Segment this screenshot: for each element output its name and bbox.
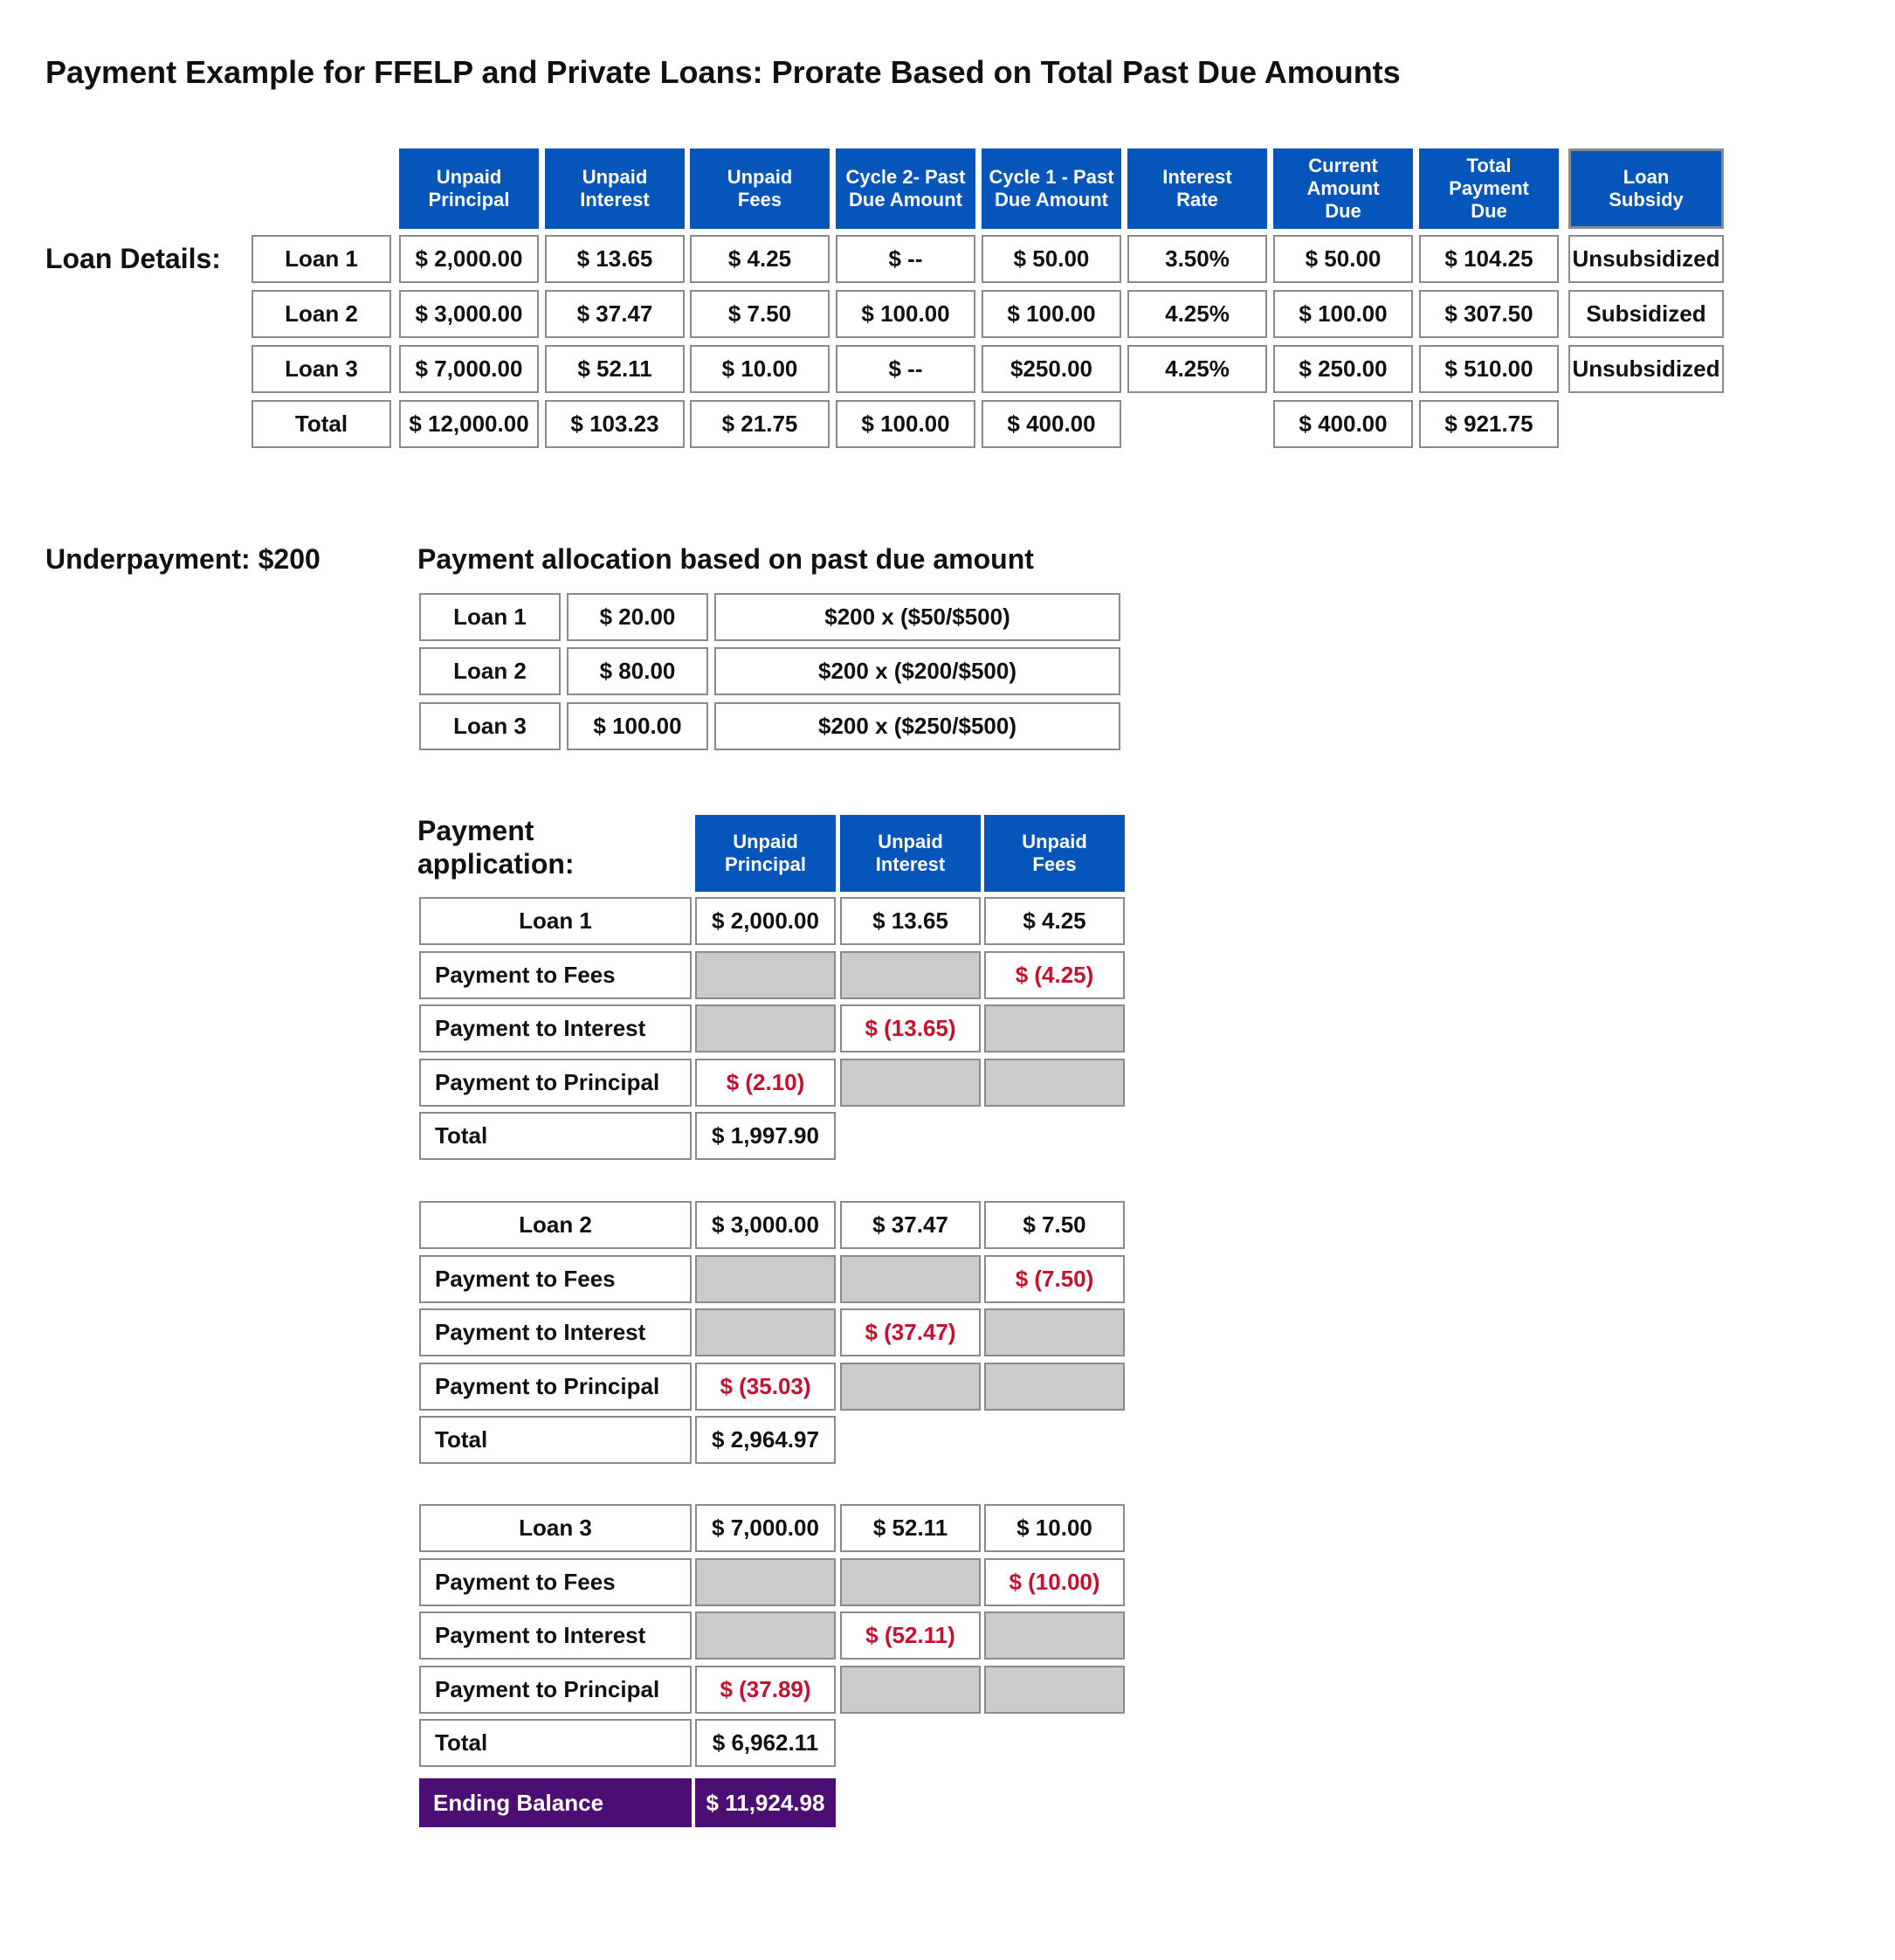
app-payment-to-interest-value: $ (52.11) — [840, 1611, 981, 1660]
app-loan-value: $ 7.50 — [984, 1201, 1125, 1249]
app-empty-cell — [695, 1004, 836, 1052]
header-unpaid-principal: Unpaid Principal — [399, 148, 539, 229]
app-payment-to-fees-value: $ (4.25) — [984, 951, 1125, 999]
header-cycle2-past-due: Cycle 2- Past Due Amount — [836, 148, 975, 229]
loan-details-cell: $ 2,000.00 — [399, 235, 539, 283]
app-loan-value: $ 37.47 — [840, 1201, 981, 1249]
app-empty-cell — [840, 1255, 981, 1303]
app-total-label: Total — [419, 1719, 692, 1767]
app-empty-cell — [695, 951, 836, 999]
app-payment-to-fees-label: Payment to Fees — [419, 951, 692, 999]
loan-details-cell: Unsubsidized — [1568, 235, 1724, 283]
application-heading-line1: Payment — [417, 815, 534, 846]
loan-details-cell: $ 21.75 — [690, 400, 830, 448]
app-payment-to-fees-label: Payment to Fees — [419, 1558, 692, 1606]
app-empty-cell — [840, 1558, 981, 1606]
loan-details-cell: $ 50.00 — [1273, 235, 1413, 283]
loan-details-cell: $ 400.00 — [982, 400, 1121, 448]
app-header-unpaid-fees: Unpaid Fees — [984, 815, 1125, 892]
app-payment-to-principal-value: $ (2.10) — [695, 1059, 836, 1107]
header-current-amount-due: Current Amount Due — [1273, 148, 1413, 229]
app-empty-cell — [695, 1255, 836, 1303]
app-loan-label: Loan 2 — [419, 1201, 692, 1249]
allocation-cell: $ 20.00 — [567, 593, 708, 641]
app-header-unpaid-interest: Unpaid Interest — [840, 815, 981, 892]
loan-details-cell: $ 3,000.00 — [399, 290, 539, 338]
loan-details-cell: $ -- — [836, 235, 975, 283]
loan-details-cell: 4.25% — [1127, 345, 1267, 393]
app-empty-cell — [840, 1363, 981, 1411]
app-loan-value: $ 3,000.00 — [695, 1201, 836, 1249]
app-total-value: $ 6,962.11 — [695, 1719, 836, 1767]
app-loan-value: $ 7,000.00 — [695, 1504, 836, 1552]
underpayment-label: Underpayment: $200 — [45, 543, 320, 575]
app-payment-to-principal-label: Payment to Principal — [419, 1666, 692, 1714]
loan-details-cell: Loan 3 — [252, 345, 391, 393]
app-payment-to-interest-label: Payment to Interest — [419, 1004, 692, 1052]
loan-details-cell: $ 52.11 — [545, 345, 685, 393]
loan-details-cell: $ 37.47 — [545, 290, 685, 338]
loan-details-cell: $ 50.00 — [982, 235, 1121, 283]
app-total-label: Total — [419, 1416, 692, 1464]
loan-details-label: Loan Details: — [45, 243, 221, 274]
loan-details-cell: $ 307.50 — [1419, 290, 1559, 338]
loan-details-cell: Total — [252, 400, 391, 448]
header-interest-rate: Interest Rate — [1127, 148, 1267, 229]
app-empty-cell — [695, 1611, 836, 1660]
loan-details-cell: $ 104.25 — [1419, 235, 1559, 283]
app-payment-to-principal-value: $ (37.89) — [695, 1666, 836, 1714]
app-header-unpaid-principal: Unpaid Principal — [695, 815, 836, 892]
app-empty-cell — [840, 1666, 981, 1714]
loan-details-cell: $ 103.23 — [545, 400, 685, 448]
app-payment-to-principal-value: $ (35.03) — [695, 1363, 836, 1411]
loan-details-cell: Loan 1 — [252, 235, 391, 283]
app-payment-to-interest-label: Payment to Interest — [419, 1611, 692, 1660]
app-total-value: $ 1,997.90 — [695, 1112, 836, 1160]
app-empty-cell — [984, 1666, 1125, 1714]
loan-details-cell: $ 12,000.00 — [399, 400, 539, 448]
app-loan-value: $ 2,000.00 — [695, 897, 836, 945]
app-empty-cell — [840, 951, 981, 999]
loan-details-cell: $ 4.25 — [690, 235, 830, 283]
loan-details-cell: $ 921.75 — [1419, 400, 1559, 448]
loan-details-cell: 3.50% — [1127, 235, 1267, 283]
header-unpaid-fees: Unpaid Fees — [690, 148, 830, 229]
allocation-heading: Payment allocation based on past due amount — [417, 543, 1034, 575]
app-payment-to-interest-value: $ (37.47) — [840, 1308, 981, 1356]
app-loan-value: $ 10.00 — [984, 1504, 1125, 1552]
app-loan-value: $ 13.65 — [840, 897, 981, 945]
app-loan-value: $ 52.11 — [840, 1504, 981, 1552]
loan-details-cell: $ 100.00 — [982, 290, 1121, 338]
app-loan-label: Loan 3 — [419, 1504, 692, 1552]
app-payment-to-fees-value: $ (10.00) — [984, 1558, 1125, 1606]
loan-details-cell: $ 7.50 — [690, 290, 830, 338]
app-payment-to-principal-label: Payment to Principal — [419, 1059, 692, 1107]
allocation-cell: $200 x ($250/$500) — [714, 702, 1120, 750]
allocation-cell: $200 x ($50/$500) — [714, 593, 1120, 641]
loan-details-cell: $ 13.65 — [545, 235, 685, 283]
page-title: Payment Example for FFELP and Private Loans: Prorate Based on Total Past Due Amounts — [45, 54, 1401, 90]
loan-details-cell: $ 100.00 — [1273, 290, 1413, 338]
loan-details-cell: $ 10.00 — [690, 345, 830, 393]
app-empty-cell — [840, 1059, 981, 1107]
loan-details-cell: 4.25% — [1127, 290, 1267, 338]
application-heading — [417, 814, 575, 880]
app-loan-label: Loan 1 — [419, 897, 692, 945]
app-payment-to-fees-value: $ (7.50) — [984, 1255, 1125, 1303]
app-payment-to-interest-value: $ (13.65) — [840, 1004, 981, 1052]
allocation-cell: Loan 2 — [419, 647, 561, 695]
header-loan-subsidy: Loan Subsidy — [1568, 148, 1724, 229]
loan-details-cell: $ 400.00 — [1273, 400, 1413, 448]
app-empty-cell — [984, 1611, 1125, 1660]
app-empty-cell — [984, 1004, 1125, 1052]
header-total-payment-due: Total Payment Due — [1419, 148, 1559, 229]
ending-balance-value: $ 11,924.98 — [695, 1778, 836, 1827]
app-empty-cell — [695, 1308, 836, 1356]
ending-balance-label: Ending Balance — [419, 1778, 692, 1827]
app-payment-to-interest-label: Payment to Interest — [419, 1308, 692, 1356]
loan-details-cell: $ 100.00 — [836, 400, 975, 448]
app-total-value: $ 2,964.97 — [695, 1416, 836, 1464]
app-payment-to-principal-label: Payment to Principal — [419, 1363, 692, 1411]
allocation-cell: Loan 1 — [419, 593, 561, 641]
loan-details-cell: $250.00 — [982, 345, 1121, 393]
loan-details-cell: $ 7,000.00 — [399, 345, 539, 393]
loan-details-cell: Loan 2 — [252, 290, 391, 338]
allocation-cell: $ 80.00 — [567, 647, 708, 695]
header-unpaid-interest: Unpaid Interest — [545, 148, 685, 229]
allocation-cell: $200 x ($200/$500) — [714, 647, 1120, 695]
application-heading-line2: application: — [417, 848, 575, 880]
header-cycle1-past-due: Cycle 1 - Past Due Amount — [982, 148, 1121, 229]
app-empty-cell — [695, 1558, 836, 1606]
app-empty-cell — [984, 1363, 1125, 1411]
loan-details-cell: $ -- — [836, 345, 975, 393]
loan-details-cell: $ 250.00 — [1273, 345, 1413, 393]
allocation-cell: $ 100.00 — [567, 702, 708, 750]
app-loan-value: $ 4.25 — [984, 897, 1125, 945]
app-payment-to-fees-label: Payment to Fees — [419, 1255, 692, 1303]
app-total-label: Total — [419, 1112, 692, 1160]
app-empty-cell — [984, 1308, 1125, 1356]
loan-details-cell: Unsubsidized — [1568, 345, 1724, 393]
loan-details-cell: Subsidized — [1568, 290, 1724, 338]
app-empty-cell — [984, 1059, 1125, 1107]
loan-details-cell: $ 510.00 — [1419, 345, 1559, 393]
allocation-cell: Loan 3 — [419, 702, 561, 750]
loan-details-cell: $ 100.00 — [836, 290, 975, 338]
